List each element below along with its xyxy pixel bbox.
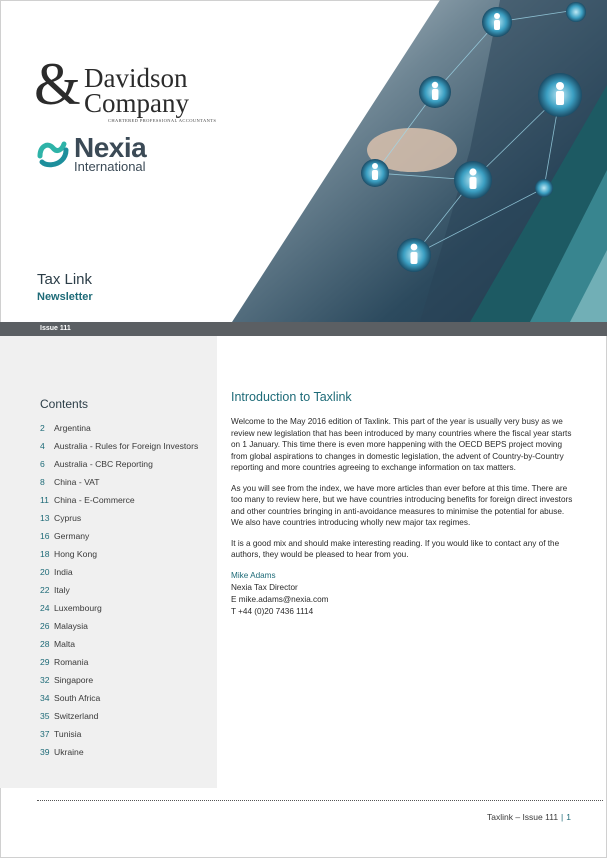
toc-page: 4 — [40, 441, 45, 451]
toc-page: 13 — [40, 513, 50, 523]
toc-page: 18 — [40, 549, 50, 559]
toc-title: China - VAT — [54, 477, 100, 487]
issue-number: Issue 111 — [40, 325, 71, 332]
intro-paragraph-1: Welcome to the May 2016 edition of Taxlink. This part of the year is usually very busy as we review new legislation that has been introduced by many countries where the fiscal year starts on 1 January. This time there is even more happening with the OECD BEPS project moving from global aspirations to changes in domestic legislation, the advent of Country-by-Country reporting and more countries agreeing to exchange information on tax matters. — [231, 417, 572, 472]
toc-title: Argentina — [54, 423, 91, 433]
nexia-subwordmark: International — [74, 159, 146, 174]
toc-title: Malaysia — [54, 621, 88, 631]
toc-page: 37 — [40, 729, 50, 739]
toc-page: 20 — [40, 567, 50, 577]
author-role: Nexia Tax Director — [231, 582, 298, 592]
toc-item[interactable] — [40, 473, 198, 491]
toc-title: China - E-Commerce — [54, 495, 135, 505]
toc-title: Luxembourg — [54, 603, 102, 613]
toc-title: India — [54, 567, 73, 577]
toc-page: 32 — [40, 675, 50, 685]
toc-title: Tunisia — [54, 729, 82, 739]
toc-item[interactable] — [40, 653, 198, 671]
toc-page: 11 — [40, 495, 49, 505]
contents-sidebar — [0, 336, 217, 788]
toc-title: Malta — [54, 639, 76, 649]
toc-item[interactable] — [40, 671, 198, 689]
toc-title: Ukraine — [54, 747, 84, 757]
toc-item[interactable] — [40, 599, 198, 617]
toc-page: 16 — [40, 531, 50, 541]
logo-tagline: CHARTERED PROFESSIONAL ACCOUNTANTS — [108, 118, 217, 123]
footer-page-number: 1 — [566, 812, 571, 822]
nexia-logo — [36, 132, 186, 176]
toc-title: Germany — [54, 531, 90, 541]
toc-item[interactable] — [40, 509, 198, 527]
toc-page: 8 — [40, 477, 45, 487]
toc-title: Italy — [54, 585, 70, 595]
toc-item[interactable] — [40, 527, 198, 545]
toc-item[interactable] — [40, 455, 198, 473]
footer-label: Taxlink – Issue 111 — [487, 812, 559, 822]
author-email[interactable]: E mike.adams@nexia.com — [231, 594, 329, 604]
toc-title: Switzerland — [54, 711, 99, 721]
toc-item[interactable] — [40, 581, 198, 599]
toc-item[interactable] — [40, 689, 198, 707]
contents-heading: Contents — [40, 397, 89, 411]
logo-firm-line1: Davidson — [84, 63, 188, 93]
toc-page: 29 — [40, 657, 50, 667]
toc-page: 2 — [40, 423, 45, 433]
toc-item[interactable] — [40, 563, 198, 581]
author-name: Mike Adams — [231, 570, 276, 580]
toc-page: 28 — [40, 639, 50, 649]
toc-page: 26 — [40, 621, 50, 631]
nexia-wordmark: Nexia — [74, 132, 147, 163]
issue-bar — [0, 322, 607, 336]
cover-subtitle: Newsletter — [37, 291, 93, 303]
toc-page: 24 — [40, 603, 50, 613]
logo-ampersand: & — [34, 51, 81, 117]
toc-page: 34 — [40, 693, 50, 703]
toc-title: Singapore — [54, 675, 94, 685]
contents-list — [40, 419, 198, 761]
toc-item[interactable] — [40, 545, 198, 563]
toc-item[interactable] — [40, 743, 198, 761]
toc-title: South Africa — [54, 693, 101, 703]
intro-article — [231, 390, 576, 618]
toc-page: 35 — [40, 711, 50, 721]
footer-divider — [37, 800, 603, 801]
toc-item[interactable] — [40, 725, 198, 743]
author-signature — [231, 570, 576, 618]
toc-title: Australia - CBC Reporting — [54, 459, 153, 469]
toc-item[interactable] — [40, 635, 198, 653]
toc-item[interactable] — [40, 617, 198, 635]
toc-page: 39 — [40, 747, 50, 757]
footer-separator: | — [561, 812, 564, 822]
toc-title: Hong Kong — [54, 549, 98, 559]
page-footer — [487, 812, 571, 822]
intro-heading: Introduction to Taxlink — [231, 390, 352, 404]
intro-paragraph-3: It is a good mix and should make interesting reading. If you would like to contact any of the authors, they would be pleased to hear from you. — [231, 538, 560, 559]
toc-item[interactable] — [40, 437, 198, 455]
nexia-emblem-icon — [36, 136, 70, 170]
toc-title: Australia - Rules for Foreign Investors — [54, 441, 199, 451]
toc-item[interactable] — [40, 707, 198, 725]
toc-title: Romania — [54, 657, 89, 667]
intro-paragraph-2: As you will see from the index, we have more articles than ever before at this time. There are too many to review here, but we have countries introducing benefits for foreign direct investors and other countries bringing in anti-avoidance measures to minimise the potential for abuse. We also have countries introducing wholly new major tax regimes. — [231, 483, 573, 527]
toc-item[interactable] — [40, 419, 198, 437]
author-phone: T +44 (0)20 7436 1114 — [231, 606, 314, 616]
logo-firm-line2: Company — [84, 88, 189, 118]
toc-item[interactable] — [40, 491, 198, 509]
toc-page: 22 — [40, 585, 50, 595]
cover-hero — [0, 0, 607, 322]
toc-title: Cyprus — [54, 513, 82, 523]
cover-title: Tax Link — [37, 271, 93, 288]
davidson-company-logo — [34, 51, 217, 130]
toc-page: 6 — [40, 459, 45, 469]
